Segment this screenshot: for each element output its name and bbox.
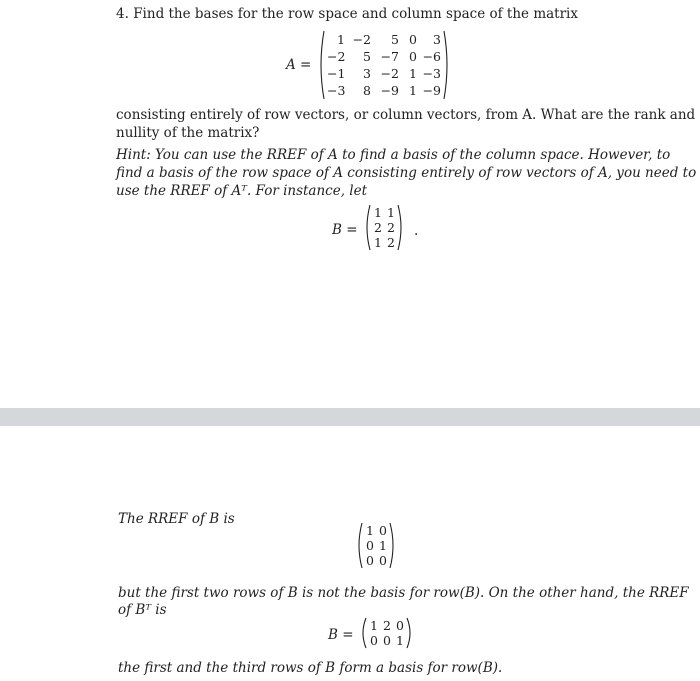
note-line-1: but the first two rows of B is not the basis for row(B). On the other hand, the RREF	[118, 585, 689, 601]
matrix-bracket-left	[360, 617, 367, 649]
matrix-cell: 1	[370, 618, 378, 633]
matrix-bt-label: B =	[328, 627, 354, 643]
matrix-cell: 2	[387, 220, 395, 235]
matrix-cell: 2	[374, 220, 382, 235]
matrix-bracket-left	[364, 204, 371, 251]
matrix-cell: 1	[366, 523, 374, 538]
paragraph-line-1: consisting entirely of row vectors, or column vectors, from A. What are the rank and	[116, 107, 696, 123]
matrix-a-label: A =	[286, 57, 312, 73]
matrix-cell: 0	[409, 32, 417, 47]
matrix-entries	[363, 522, 389, 569]
matrix-cell: 1	[337, 32, 345, 47]
matrix-cell: 1	[409, 83, 417, 98]
rref-bt-matrix	[360, 617, 413, 649]
matrix-entries	[371, 204, 397, 251]
matrix-b-period: .	[414, 223, 419, 239]
rref-intro: The RREF of B is	[118, 511, 235, 527]
right-paren	[406, 617, 413, 649]
matrix-cell: 1	[409, 66, 417, 81]
matrix-cell: −6	[422, 49, 441, 64]
matrix-cell: 1	[396, 633, 404, 648]
matrix-cell: −3	[422, 66, 441, 81]
problem-statement: Find the bases for the row space and column space of the matrix	[133, 6, 578, 22]
matrix-cell: 0	[366, 538, 374, 553]
matrix-bracket-right	[406, 617, 413, 649]
left-paren	[318, 30, 325, 100]
matrix-cell: −3	[327, 83, 346, 98]
matrix-cell: 0	[383, 633, 391, 648]
matrix-cell: 8	[363, 83, 371, 98]
matrix-cell: 0	[379, 523, 387, 538]
matrix-b-label: B =	[332, 222, 358, 238]
matrix-cell: 5	[391, 32, 399, 47]
problem-statement-line	[116, 5, 578, 23]
right-paren	[397, 204, 404, 251]
matrix-entries	[367, 617, 406, 649]
matrix-cell: 2	[387, 235, 395, 250]
matrix-cell: −2	[327, 49, 346, 64]
paragraph-line-2: nullity of the matrix?	[116, 125, 260, 141]
matrix-cell: 2	[383, 618, 391, 633]
left-paren	[360, 617, 367, 649]
matrix-cell: 3	[363, 66, 371, 81]
matrix-cell: 1	[387, 205, 395, 220]
matrix-cell: 1	[379, 538, 387, 553]
matrix-cell: 0	[409, 49, 417, 64]
conclusion: the first and the third rows of B form a basis for row(B).	[118, 660, 503, 676]
matrix-cell: 1	[374, 205, 382, 220]
matrix-cell: 5	[363, 49, 371, 64]
matrix-b	[364, 204, 404, 251]
matrix-bracket-right	[443, 30, 450, 100]
matrix-bracket-left	[356, 522, 363, 569]
hint-line-2: find a basis of the row space of A consisting entirely of row vectors of A, you need to	[116, 165, 697, 181]
page-separator	[0, 408, 700, 426]
matrix-cell: 3	[433, 32, 441, 47]
matrix-bracket-right	[397, 204, 404, 251]
matrix-cell: 0	[396, 618, 404, 633]
matrix-cell: −7	[380, 49, 399, 64]
problem-number: 4.	[116, 6, 129, 22]
left-paren	[364, 204, 371, 251]
right-paren	[389, 522, 396, 569]
matrix-cell: 1	[374, 235, 382, 250]
matrix-cell: 0	[379, 553, 387, 568]
matrix-cell: −2	[352, 32, 371, 47]
matrix-entries	[325, 30, 443, 100]
hint-line-3: use the RREF of Aᵀ. For instance, let	[116, 183, 368, 199]
matrix-bracket-left	[318, 30, 325, 100]
matrix-cell: 0	[366, 553, 374, 568]
left-paren	[356, 522, 363, 569]
rref-b-matrix	[356, 522, 396, 569]
matrix-cell: −9	[380, 83, 399, 98]
matrix-cell: −2	[380, 66, 399, 81]
matrix-cell: 0	[370, 633, 378, 648]
note-line-2: of Bᵀ is	[118, 602, 167, 618]
matrix-cell: −9	[422, 83, 441, 98]
matrix-bracket-right	[389, 522, 396, 569]
right-paren	[443, 30, 450, 100]
matrix-cell: −1	[327, 66, 346, 81]
hint-line-1: Hint: You can use the RREF of A to find a basis of the column space. However, to	[116, 147, 671, 163]
matrix-a	[318, 30, 450, 100]
